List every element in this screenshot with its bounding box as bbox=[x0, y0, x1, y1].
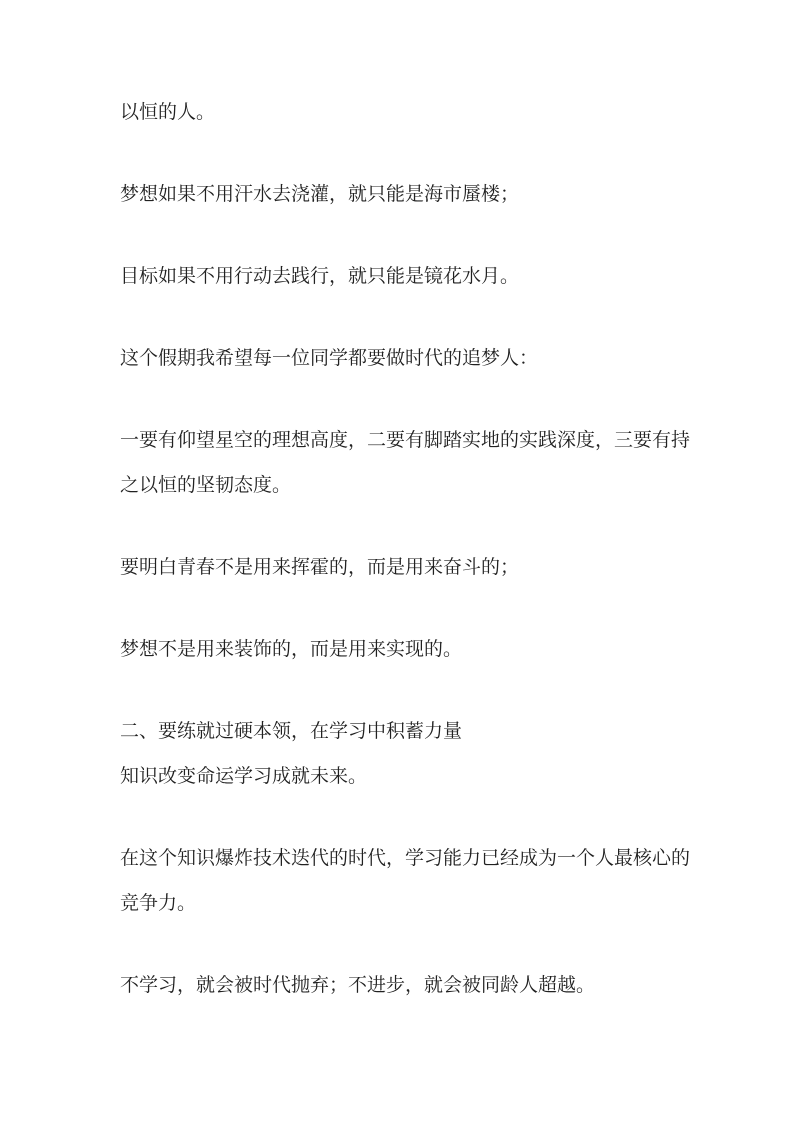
paragraph: 要明白青春不是用来挥霍的，而是用来奋斗的； bbox=[120, 557, 520, 578]
paragraph: 这个假期我希望每一位同学都要做时代的追梦人： bbox=[120, 348, 539, 369]
paragraph: 梦想如果不用汗水去浇灌，就只能是海市蜃楼； bbox=[120, 184, 520, 205]
paragraph: 在这个知识爆炸技术迭代的时代，学习能力已经成为一个人最核心的竞争力。 bbox=[120, 848, 691, 914]
document-body bbox=[120, 90, 695, 1008]
paragraph: 目标如果不用行动去践行，就只能是镜花水月。 bbox=[120, 266, 520, 287]
paragraph-continuation: 以恒的人。 bbox=[120, 102, 216, 123]
paragraph: 一要有仰望星空的理想高度，二要有脚踏实地的实践深度，三要有持之以恒的坚韧态度。 bbox=[120, 430, 691, 496]
paragraph: 梦想不是用来装饰的，而是用来实现的。 bbox=[120, 639, 463, 660]
paragraph: 知识改变命运学习成就未来。 bbox=[120, 766, 368, 787]
paragraph: 不学习，就会被时代抛弃；不进步，就会被同龄人超越。 bbox=[120, 975, 596, 996]
section-heading: 二、要练就过硬本领，在学习中积蓄力量 bbox=[120, 721, 463, 742]
